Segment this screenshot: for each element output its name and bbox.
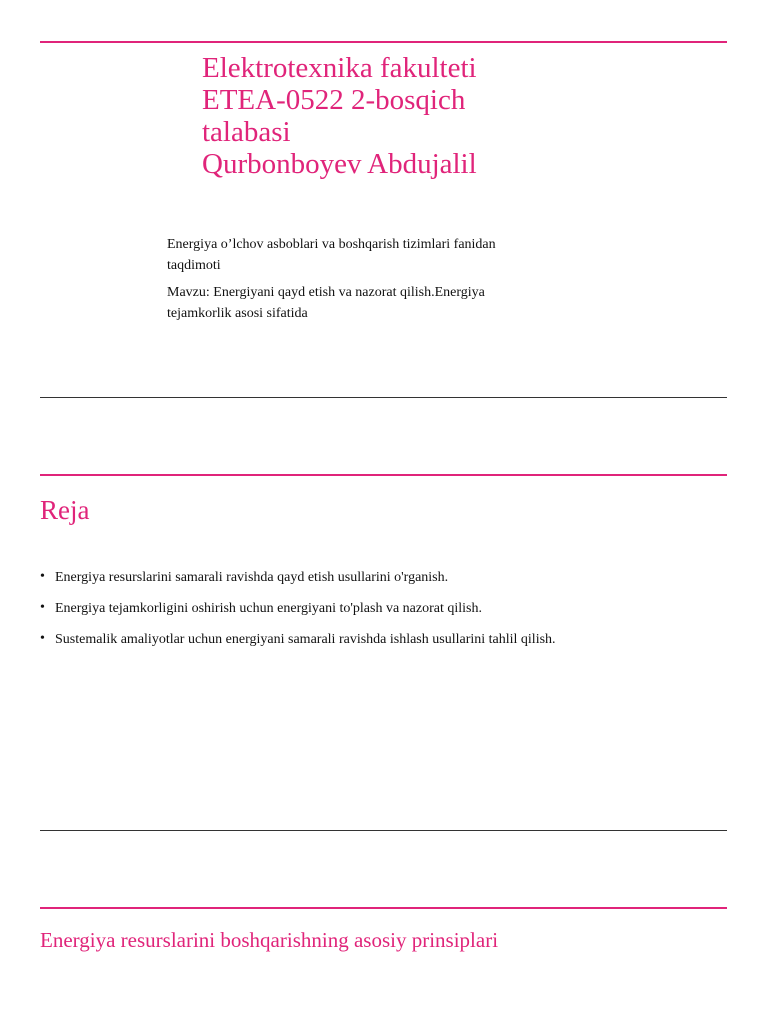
subtitle-course: Energiya o’lchov asboblari va boshqarish tizimlari fanidan taqdimoti xyxy=(167,237,496,273)
list-item xyxy=(40,629,720,660)
slide3-top-rule xyxy=(40,907,727,909)
list-item xyxy=(40,567,720,598)
slide1-subtitle xyxy=(167,234,527,330)
slide2-title: Reja xyxy=(40,495,90,525)
list-item-text: Energiya resurslarini samarali ravishda qayd etish usullarini o'rganish. xyxy=(55,570,449,585)
slide1-bottom-rule xyxy=(40,397,727,398)
title-line-faculty: Elektrotexnika fakulteti xyxy=(202,52,477,84)
title-line-name: Qurbonboyev Abdujalil xyxy=(202,148,477,180)
title-line-group: ETEA-0522 2-bosqich xyxy=(202,84,466,116)
slide1-top-rule xyxy=(40,41,727,43)
slide3-title: Energiya resurslarini boshqarishning asosiy prinsiplari xyxy=(40,928,499,952)
slide1-title xyxy=(202,52,702,180)
bullet-icon: • xyxy=(40,569,45,584)
bullet-icon: • xyxy=(40,631,45,646)
list-item xyxy=(40,598,720,629)
bullet-icon: • xyxy=(40,600,45,615)
slide2-top-rule xyxy=(40,474,727,476)
list-item-text: Energiya tejamkorligini oshirish uchun energiyani to'plash va nazorat qilish. xyxy=(55,601,482,616)
title-line-student: talabasi xyxy=(202,116,291,148)
plan-list xyxy=(40,567,720,660)
slide2-bottom-rule xyxy=(40,830,727,831)
subtitle-topic: Mavzu: Energiyani qayd etish va nazorat qilish.Energiya tejamkorlik asosi sifatida xyxy=(167,285,485,321)
list-item-text: Sustemalik amaliyotlar uchun energiyani samarali ravishda ishlash usullarini tahlil qilish. xyxy=(55,632,556,647)
